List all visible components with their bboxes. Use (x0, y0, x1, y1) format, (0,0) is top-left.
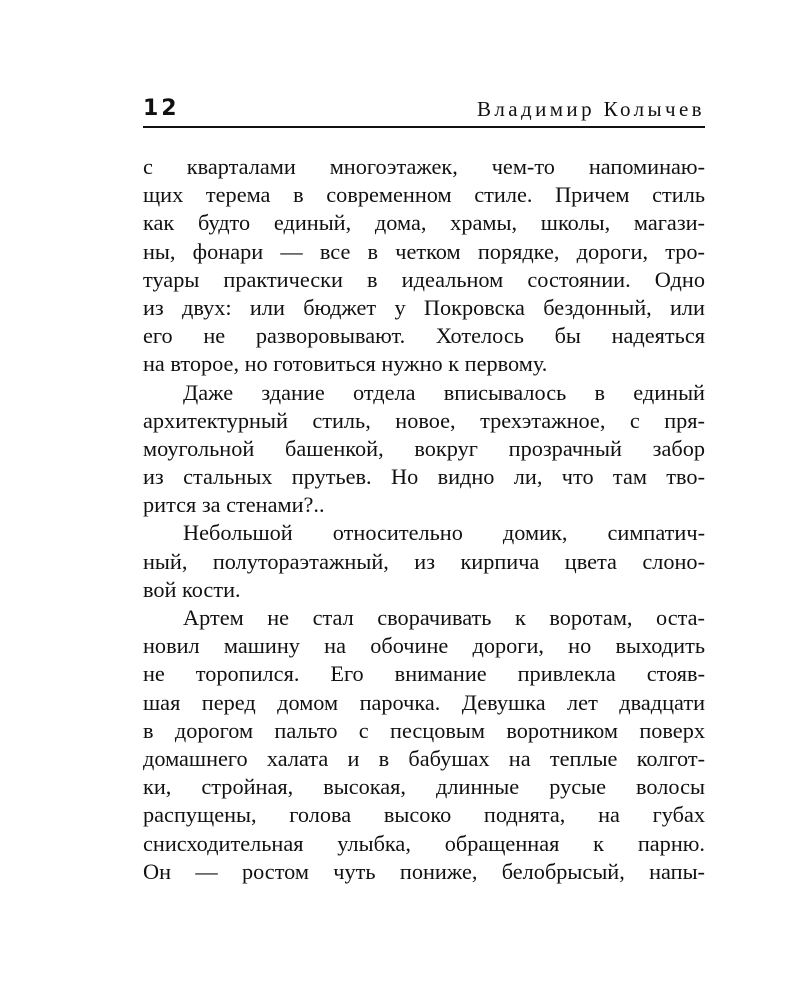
text-line: щих терема в современном стиле. Причем стиль (143, 182, 705, 208)
text-line: новил машину на обочине дороги, но выходить (143, 633, 705, 659)
page-header (143, 92, 705, 128)
text-line: из двух: или бюджет у Покровска бездонный, или (143, 294, 705, 320)
text-line: Он — ростом чуть пониже, белобрысый, напы- (143, 858, 705, 884)
text-line: не торопился. Его внимание привлекла стояв- (143, 661, 705, 687)
text-line: архитектурный стиль, новое, трехэтажное, с пря- (143, 407, 705, 433)
page-number: 12 (143, 96, 180, 121)
text-line: на второе, но готовиться нужно к первому. (143, 351, 548, 377)
text-line: в дорогом пальто с песцовым воротником поверх (143, 717, 705, 743)
text-line: из стальных прутьев. Но видно ли, что там тво- (143, 464, 705, 490)
text-line: рится за стенами?.. (143, 492, 325, 518)
text-line: шая перед домом парочка. Девушка лет двадцати (143, 689, 705, 715)
text-line: домашнего халата и в бабушах на теплые колгот- (143, 745, 705, 771)
text-line: туары практически в идеальном состоянии. Одно (143, 266, 705, 292)
text-line: вой кости. (143, 576, 241, 602)
paragraph-first-line: Даже здание отдела вписывалось в единый (183, 379, 705, 405)
text-line: моугольной башенкой, вокруг прозрачный забор (143, 435, 705, 461)
text-line: снисходительная улыбка, обращенная к парню. (143, 830, 705, 856)
paragraph-first-line: Небольшой относительно домик, симпатич- (183, 520, 705, 546)
text-line: как будто единый, дома, храмы, школы, магази- (143, 210, 705, 236)
text-line: ки, стройная, высокая, длинные русые волосы (143, 774, 705, 800)
text-line: его не разворовывают. Хотелось бы надеяться (143, 323, 705, 349)
text-line: ны, фонари — все в четком порядке, дороги, тро- (143, 238, 705, 264)
text-line: ный, полутораэтажный, из кирпича цвета слоно- (143, 548, 705, 574)
author-running-title: Владимир Колычев (477, 97, 705, 121)
text-line: распущены, голова высоко поднята, на губах (143, 802, 705, 828)
text-line: с кварталами многоэтажек, чем-то напоминаю- (143, 154, 705, 179)
paragraph-first-line: Артем не стал сворачивать к воротам, оста- (183, 605, 705, 630)
body-text (143, 153, 705, 886)
